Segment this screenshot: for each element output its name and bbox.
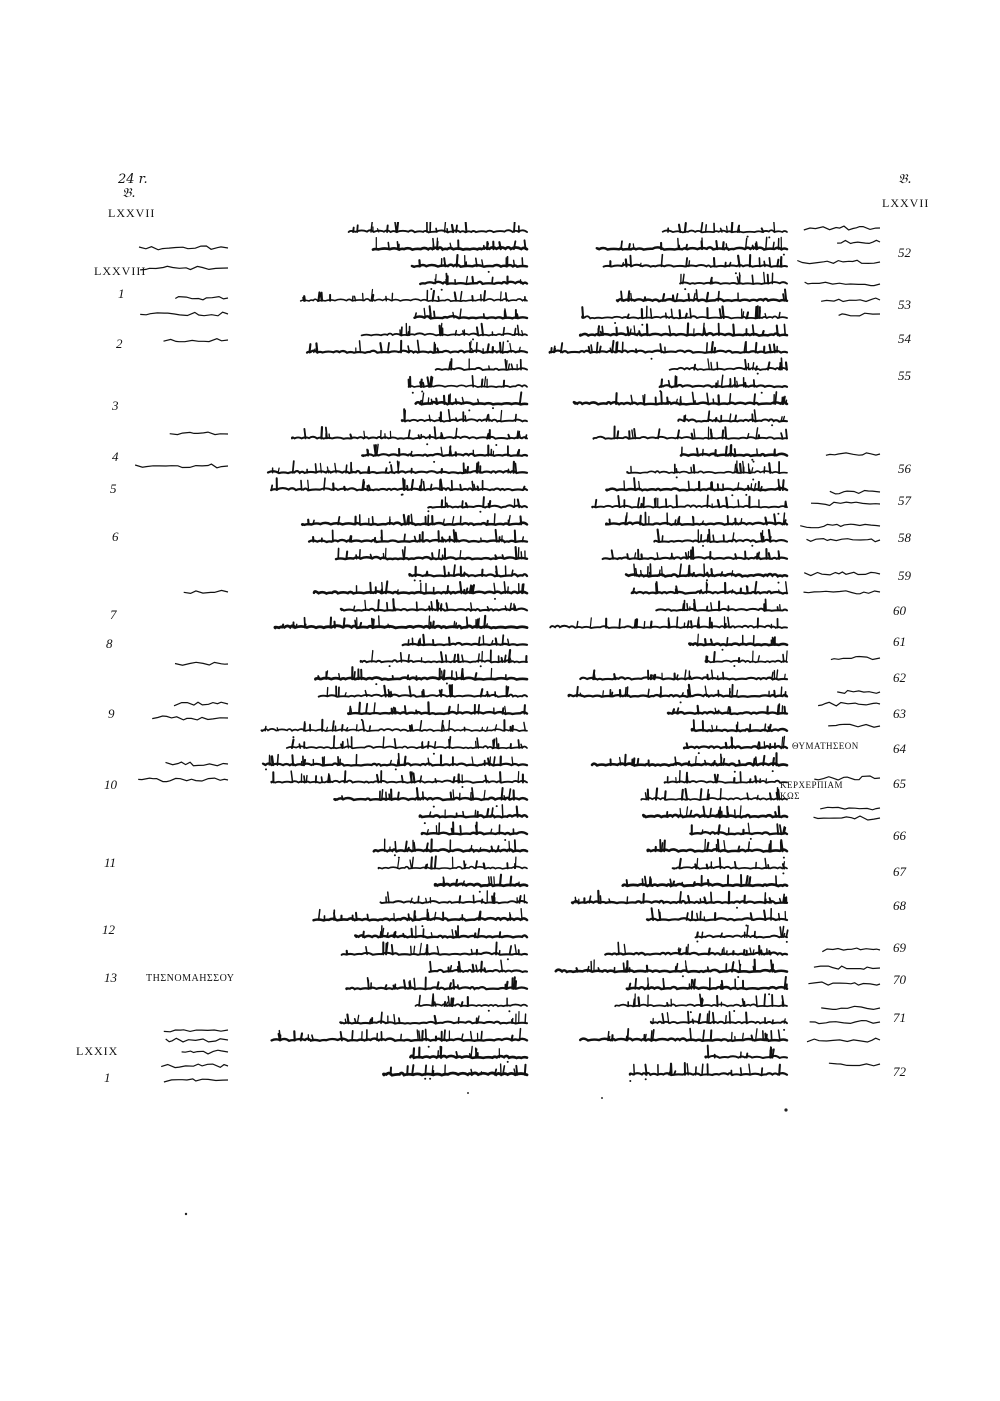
- right-verse-number: 67: [893, 864, 906, 879]
- right-verse-number: 69: [893, 940, 906, 955]
- right-verse-number: 54: [898, 331, 911, 346]
- right-verse-number: 59: [898, 568, 911, 583]
- left-verse-number: 3: [112, 398, 119, 413]
- chapter-marker-lxxviii: LXXVIII: [94, 264, 147, 278]
- right-verse-number: 66: [893, 828, 906, 843]
- right-verse-number: 68: [893, 898, 906, 913]
- left-verse-number: 2: [116, 336, 123, 351]
- left-verse-number: 13: [104, 970, 117, 985]
- left-verse-number: 1: [104, 1070, 111, 1085]
- chapter-heading-left: LXXVII: [108, 206, 156, 220]
- left-verse-number: 7: [110, 607, 117, 622]
- manuscript-siglum-left: 𝔅.: [122, 186, 136, 201]
- right-verse-number: 56: [898, 461, 911, 476]
- left-verse-number: 10: [104, 777, 117, 792]
- manuscript-siglum-right: 𝔅.: [898, 172, 912, 187]
- right-verse-number: 65: [893, 776, 906, 791]
- left-verse-number: 1: [118, 286, 125, 301]
- right-verse-number: 72: [893, 1064, 906, 1079]
- left-verse-number: 9: [108, 706, 115, 721]
- greek-marginal-note: ΘΥΜΑΤΗΣΕΟΝ: [792, 741, 859, 751]
- left-verse-number: 11: [104, 855, 117, 870]
- left-verse-number: 6: [112, 529, 119, 544]
- right-verse-number: 53: [898, 297, 911, 312]
- right-verse-number: 62: [893, 670, 906, 685]
- left-verse-number: 8: [106, 636, 113, 651]
- greek-marginal-note: ΤΗΣΝΟΜΑΗΣΣΟΥ: [146, 973, 235, 984]
- chapter-heading-right: LXXVII: [882, 196, 930, 210]
- right-verse-number: 52: [898, 245, 911, 260]
- right-verse-number: 58: [898, 530, 911, 545]
- greek-marginal-note: ΚΕΡΧΕΡΠΙΑΜ ΚΩΣ: [780, 780, 844, 801]
- left-verse-number: 5: [110, 481, 117, 496]
- left-verse-number: 12: [102, 922, 115, 937]
- left-verse-number: 4: [112, 449, 119, 464]
- right-verse-number: 61: [893, 634, 906, 649]
- folio-number: 24 r.: [118, 172, 148, 187]
- chapter-marker-lxxix: LXXIX: [76, 1044, 119, 1058]
- right-verse-number: 57: [898, 493, 911, 508]
- right-verse-number: 70: [893, 972, 906, 987]
- right-verse-number: 60: [893, 603, 906, 618]
- right-verse-number: 71: [893, 1010, 906, 1025]
- right-verse-number: 64: [893, 741, 906, 756]
- right-verse-number: 55: [898, 368, 911, 383]
- right-verse-number: 63: [893, 706, 906, 721]
